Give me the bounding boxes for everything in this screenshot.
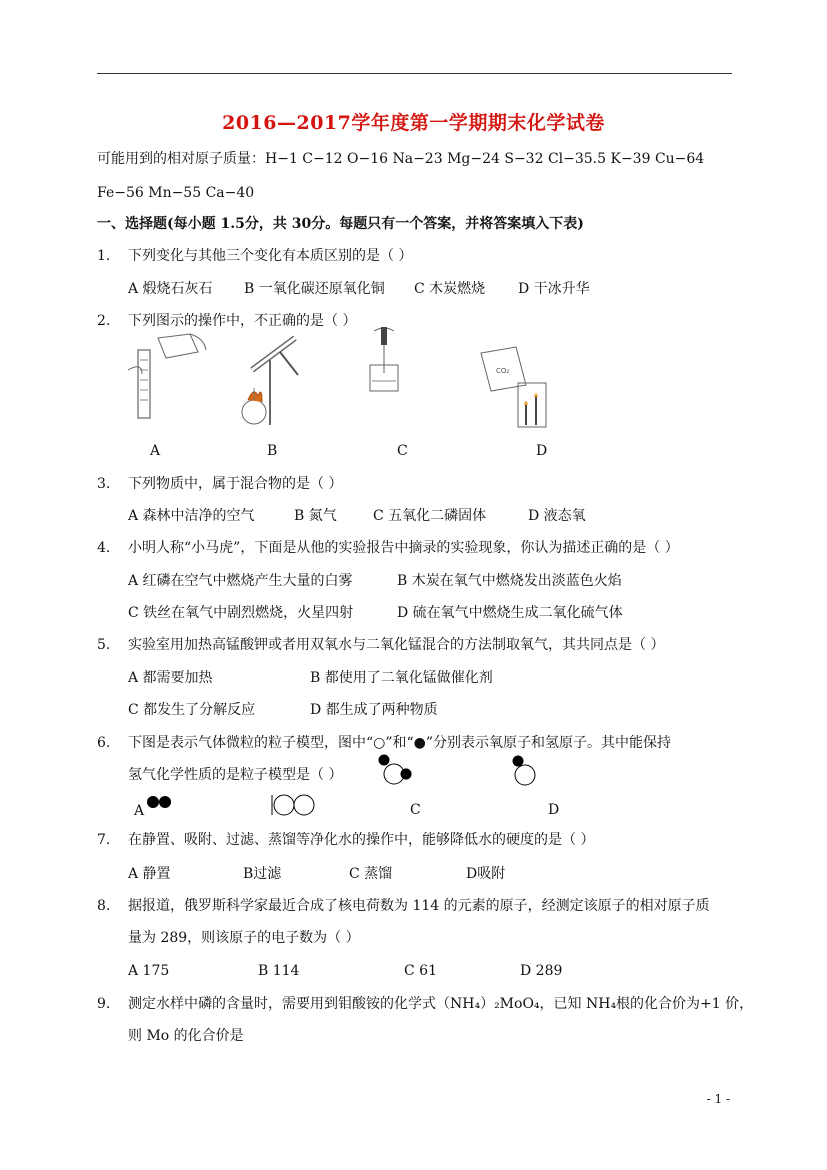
question-4 xyxy=(97,538,679,558)
option-c: C 蒸馏 xyxy=(349,866,393,882)
option-a: A 都需要加热 xyxy=(128,670,213,686)
question-number: 1. xyxy=(97,248,111,264)
question-text: 下列图示的操作中，不正确的是（ ） xyxy=(128,313,357,329)
question-8 xyxy=(97,896,710,916)
option-d: D 液态氧 xyxy=(528,508,586,524)
figure-label-d: D xyxy=(536,443,548,459)
question-9-line-2: 则 Mo 的化合价是 xyxy=(128,1028,244,1044)
option-d: D 289 xyxy=(520,963,563,979)
option-d: D吸附 xyxy=(466,866,506,882)
option-c: C 都发生了分解反应 xyxy=(128,702,256,718)
option-c: C 铁丝在氧气中剧烈燃烧，火星四射 xyxy=(128,605,354,621)
figure-label-c: C xyxy=(397,443,408,459)
question-1 xyxy=(97,246,412,266)
model-d-hydroxyl-icon xyxy=(510,752,540,788)
option-b: B过滤 xyxy=(243,866,282,882)
model-c-water-icon xyxy=(376,754,416,790)
question-8-line-2: 量为 289，则该原子的电子数为（ ） xyxy=(128,930,360,946)
question-2 xyxy=(97,311,356,331)
option-b: B 氮气 xyxy=(294,508,337,524)
option-d: D 硫在氧气中燃烧生成二氧化硫气体 xyxy=(397,605,623,621)
question-7 xyxy=(97,830,594,850)
question-number: 5. xyxy=(97,637,111,653)
question-text: 下图是表示气体微粒的粒子模型，图中“○”和“●”分别表示氧原子和氢原子。其中能保持 xyxy=(128,735,672,751)
question-text: 下列变化与其他三个变化有本质区别的是（ ） xyxy=(128,248,413,264)
option-b: B 114 xyxy=(258,963,300,979)
atomic-masses-line-1: 可能用到的相对原子质量：H−1 C−12 O−16 Na−23 Mg−24 S−32 Cl−35.5 K−39 Cu−64 xyxy=(97,151,705,167)
question-number: 6. xyxy=(97,735,111,751)
option-c: C 五氧化二磷固体 xyxy=(373,508,487,524)
atomic-masses-line-2: Fe−56 Mn−55 Ca−40 xyxy=(97,185,255,201)
page-title: 2016—2017学年度第一学期期末化学试卷 xyxy=(222,112,605,134)
dropper-beaker-icon xyxy=(364,325,414,395)
question-6-line-2: 氢气化学性质的是粒子模型是（ ） xyxy=(128,767,343,783)
page-number: - 1 - xyxy=(706,1092,730,1106)
option-d: D 都生成了两种物质 xyxy=(310,702,438,718)
question-text: 据报道，俄罗斯科学家最近合成了核电荷数为 114 的元素的原子，经测定该原子的相对原子质 xyxy=(128,898,710,914)
option-b: B 木炭在氧气中燃烧发出淡蓝色火焰 xyxy=(397,573,622,589)
question-number: 9. xyxy=(97,996,111,1012)
figure-label-a: A xyxy=(150,443,161,459)
question-text: 在静置、吸附、过滤、蒸馏等净化水的操作中，能够降低水的硬度的是（ ） xyxy=(128,832,595,848)
header-rule xyxy=(97,73,732,74)
option-a: A 静置 xyxy=(128,866,171,882)
option-a: A 森林中洁净的空气 xyxy=(128,508,255,524)
figure-label-b: B xyxy=(267,443,278,459)
graduated-cylinder-pouring-icon xyxy=(128,330,218,420)
option-c: C 木炭燃烧 xyxy=(414,281,486,297)
figure-label-d: D xyxy=(548,802,560,818)
option-d: D 干冰升华 xyxy=(518,281,590,297)
question-5 xyxy=(97,635,664,655)
figure-label-a: A xyxy=(134,803,145,819)
question-number: 8. xyxy=(97,898,111,914)
option-b: B 都使用了二氧化锰做催化剂 xyxy=(310,670,493,686)
question-text: 下列物质中，属于混合物的是（ ） xyxy=(128,476,343,492)
question-number: 2. xyxy=(97,313,111,329)
figure-label-c: C xyxy=(410,802,421,818)
question-number: 4. xyxy=(97,540,111,556)
question-text: 实验室用加热高锰酸钾或者用双氧水与二氧化锰混合的方法制取氧气，其共同点是（ ） xyxy=(128,637,665,653)
question-6 xyxy=(97,733,671,753)
model-a-two-hydrogen-icon xyxy=(146,794,180,810)
question-text: 测定水样中磷的含量时，需要用到钼酸铵的化学式（NH₄）₂MoO₄，已知 NH₄根的化合价为+1 价， xyxy=(128,996,754,1012)
question-9 xyxy=(97,994,753,1014)
option-a: A 煅烧石灰石 xyxy=(128,281,213,297)
question-3 xyxy=(97,474,342,494)
option-b: B 一氧化碳还原氧化铜 xyxy=(244,281,385,297)
question-number: 3. xyxy=(97,476,111,492)
model-b-two-oxygen-icon xyxy=(270,793,318,819)
section-heading: 一、选择题(每小题 1.5分，共 30分。每题只有一个答案，并将答案填入下表) xyxy=(97,216,584,232)
test-tube-heating-icon xyxy=(240,330,310,430)
option-c: C 61 xyxy=(404,963,437,979)
co2-label: CO₂ xyxy=(496,367,510,375)
option-a: A 红磷在空气中燃烧产生大量的白雾 xyxy=(128,573,353,589)
option-a: A 175 xyxy=(128,963,170,979)
gas-jar-candles-icon xyxy=(476,345,556,430)
question-text: 小明人称“小马虎”，下面是从他的实验报告中摘录的实验现象，你认为描述正确的是（ ） xyxy=(128,540,679,556)
question-number: 7. xyxy=(97,832,111,848)
